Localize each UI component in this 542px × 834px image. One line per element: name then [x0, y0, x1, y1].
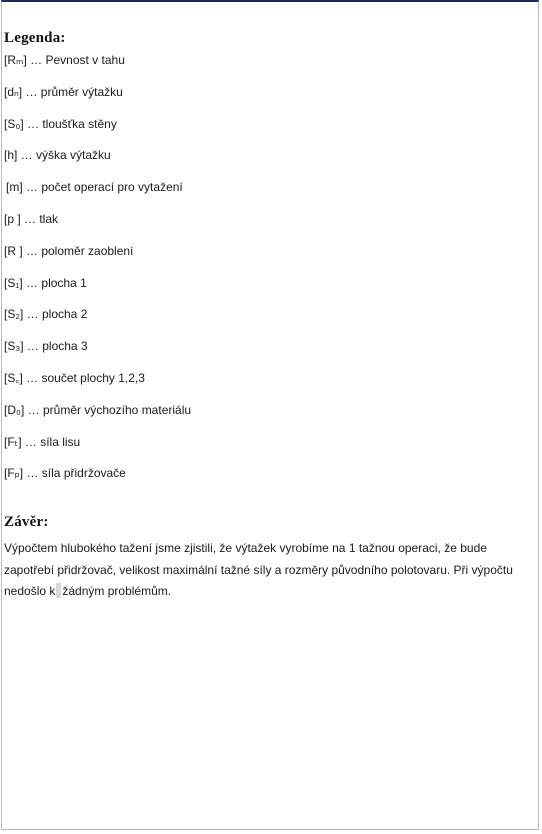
legend-item-ft: [Fₜ] … síla lisu: [4, 434, 81, 449]
legend-item-dn: [dₙ] … průměr výtažku: [4, 84, 123, 99]
legend-item-m: [m] … počet operací pro vytažení: [6, 180, 183, 195]
conclusion-text-part-2[interactable]: žádným problémům.: [62, 584, 172, 598]
legend-item-s1: [S₁] … plocha 1: [4, 275, 87, 290]
legend-item-sc: [S꜀] … součet plochy 1,2,3: [4, 370, 145, 385]
legend-item-r: [R ] … poloměr zaoblení: [4, 243, 134, 258]
legend-item-s2: [S₂] … plocha 2: [4, 307, 88, 322]
legend-item-p: [p ] … tlak: [4, 211, 59, 226]
legend-item-fp: [Fₚ] … síla přidržovače: [4, 466, 126, 481]
conclusion-text-part-1[interactable]: Výpočtem hlubokého tažení jsme zjistili, že výtažek vyrobíme na 1 tažnou operaci, že bude zapotřebí přidržovač, velikost maximální tažné síly a rozměry původního polotovaru. Při výpočtu nedošlo k: [4, 541, 513, 598]
legend-item-s0: [S₀] … tloušťka stěny: [4, 116, 117, 131]
conclusion-paragraph[interactable]: [4, 538, 536, 603]
legend-list: [4, 52, 191, 497]
legend-item-h: [h] … výška výtažku: [4, 148, 111, 163]
legend-item-s3: [S₃] … plocha 3: [4, 339, 88, 354]
conclusion-heading: Závěr:: [4, 514, 49, 530]
legend-item-rm: [Rₘ] … Pevnost v tahu: [4, 53, 125, 67]
legend-item-d0: [D₀] … průměr výchozího materiálu: [4, 402, 192, 417]
text-cursor: [56, 583, 61, 598]
legend-heading: Legenda:: [4, 30, 66, 46]
